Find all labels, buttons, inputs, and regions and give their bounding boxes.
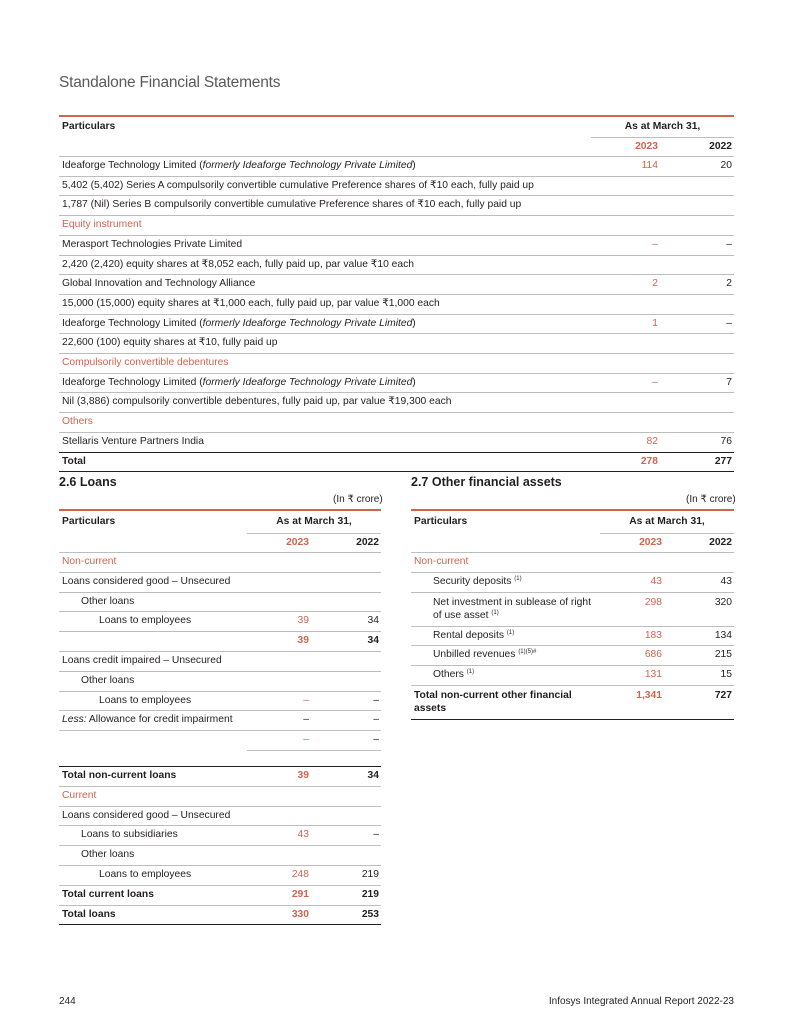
table-row: Nil (3,886) compulsorily convertible debentures, fully paid up, par value ₹19,300 each: [59, 393, 734, 413]
year-2023: 2023: [591, 138, 676, 157]
table-row: Other loans: [59, 846, 381, 866]
loans-unit: (In ₹ crore): [333, 494, 383, 505]
table-row: Ideaforge Technology Limited (formerly Ideaforge Technology Private Limited) 1 –: [59, 314, 734, 334]
subtotal-row: – –: [59, 731, 381, 751]
section-row: Others: [59, 413, 734, 433]
table-row: Loans considered good – Unsecured: [59, 572, 381, 592]
table-header-particulars: Particulars: [414, 516, 468, 527]
page-number: 244: [59, 996, 76, 1007]
table-row: Rental deposits $^{(1)}$ 183 134: [411, 626, 734, 646]
table-header-period: As at March 31,: [591, 116, 734, 138]
table-row: Loans to employees – –: [59, 691, 381, 711]
year-2022: 2022: [676, 138, 734, 157]
table-row: 1,787 (Nil) Series B compulsorily convertible cumulative Preference shares of ₹10 each, fully paid up: [59, 196, 734, 216]
year-2023: 2023: [247, 534, 323, 553]
table-row: Loans to subsidiaries 43 –: [59, 826, 381, 846]
section-row: Compulsorily convertible debentures: [59, 354, 734, 374]
total-row: Total non-current loans 39 34: [59, 766, 381, 786]
table-header-blank: [59, 138, 591, 157]
total-row: Total current loans 291 219: [59, 885, 381, 905]
table-row: 5,402 (5,402) Series A compulsorily convertible cumulative Preference shares of ₹10 each, fully paid up: [59, 176, 734, 196]
year-2022: 2022: [323, 534, 381, 553]
table-row: Security deposits $^{(1)}$ 43 43: [411, 572, 734, 592]
footer-report-title: Infosys Integrated Annual Report 2022-23: [548, 996, 734, 1007]
subtotal-row: 39 34: [59, 632, 381, 652]
year-2023: 2023: [600, 534, 676, 553]
total-row: Total 278 277: [59, 452, 734, 472]
table-row: Others $^{(1)}$ 131 15: [411, 666, 734, 686]
loans-title: 2.6 Loans: [59, 475, 117, 489]
table-row: Net investment in sublease of right of use asset $^{(1)}$ 298 320: [411, 592, 734, 626]
year-2022: 2022: [676, 534, 734, 553]
table-header-particulars: Particulars: [62, 121, 116, 132]
table-header-particulars: Particulars: [62, 516, 116, 527]
total-row: Total non-current other financial assets 1,341 727: [411, 685, 734, 719]
table-row: Loans to employees 39 34: [59, 612, 381, 632]
table-row: 22,600 (100) equity shares at ₹10, fully paid up: [59, 334, 734, 354]
other-assets-unit: (In ₹ crore): [686, 494, 736, 505]
loans-table: [59, 509, 381, 925]
table-row: Loans credit impaired – Unsecured: [59, 651, 381, 671]
table-row: 2,420 (2,420) equity shares at ₹8,052 each, fully paid up, par value ₹10 each: [59, 255, 734, 275]
total-row: Total loans 330 253: [59, 905, 381, 925]
section-row: Non-current: [411, 553, 734, 573]
other-assets-table: [411, 509, 734, 720]
table-row: Merasport Technologies Private Limited – –: [59, 235, 734, 255]
table-row: Unbilled revenues $^{(1)(5)\#}$ 686 215: [411, 646, 734, 666]
table-row: Loans considered good – Unsecured: [59, 806, 381, 826]
table-row: Stellaris Venture Partners India 82 76: [59, 432, 734, 452]
section-row: Equity instrument: [59, 216, 734, 236]
investments-table: [59, 115, 734, 472]
table-row: Ideaforge Technology Limited (formerly Ideaforge Technology Private Limited) – 7: [59, 373, 734, 393]
page-title: Standalone Financial Statements: [59, 74, 281, 91]
section-row: Non-current: [59, 553, 381, 573]
table-row: Less: Allowance for credit impairment – –: [59, 711, 381, 731]
table-row: Other loans: [59, 671, 381, 691]
table-header-period: As at March 31,: [600, 510, 734, 534]
table-row: Other loans: [59, 592, 381, 612]
table-row: Loans to employees 248 219: [59, 865, 381, 885]
section-row: Current: [59, 786, 381, 806]
table-header-period: As at March 31,: [247, 510, 381, 534]
table-row: Global Innovation and Technology Alliance 2 2: [59, 275, 734, 295]
other-assets-title: 2.7 Other financial assets: [411, 475, 562, 489]
table-row: Ideaforge Technology Limited (formerly Ideaforge Technology Private Limited) 114 20: [59, 157, 734, 177]
table-row: 15,000 (15,000) equity shares at ₹1,000 each, fully paid up, par value ₹1,000 each: [59, 294, 734, 314]
